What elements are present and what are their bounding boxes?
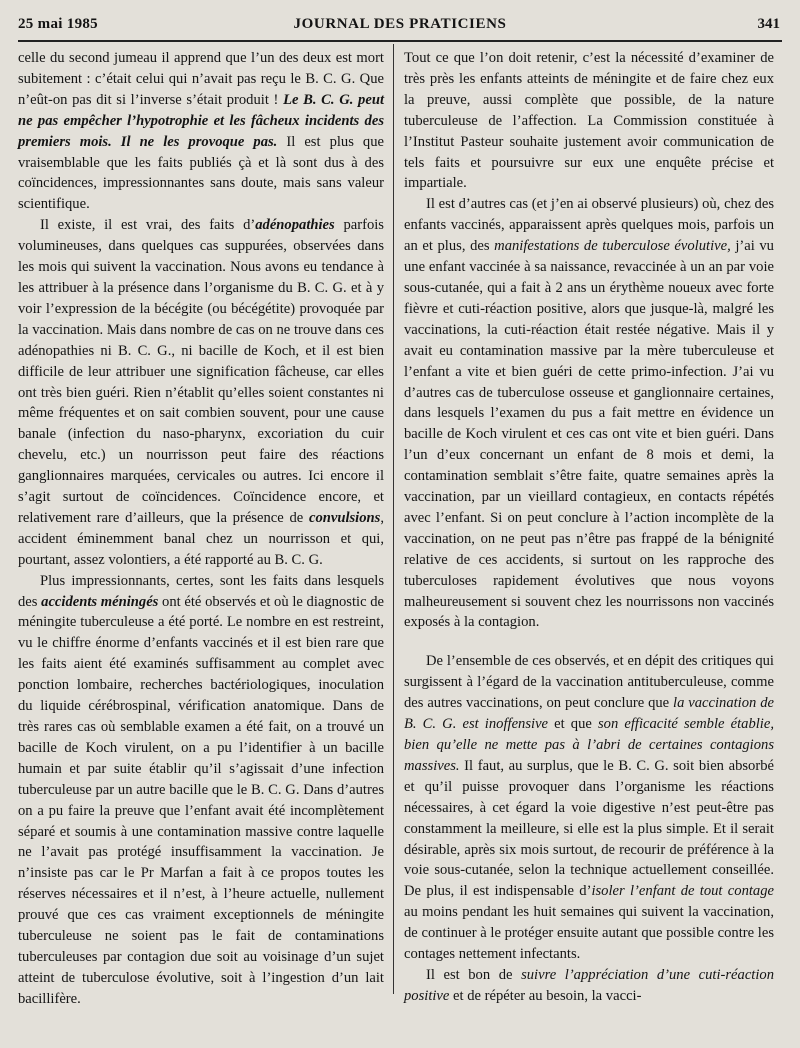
paragraph: Tout ce que l’on doit retenir, c’est la nécessité d’examiner de très près les enfants atteints de méningite et de faire chez eux la preuve, aussi complète que possible, de la nature tuberculeuse de l’affection. La Commission constituée à l’Institut Pasteur souhaite justement avoir communication de tels faits et poursuivre sur eux une enquête précise et impartiale. (404, 50, 774, 192)
paragraph (18, 571, 384, 1010)
text-run: Il est d’autres cas (et j’en ai observé plusieurs) où, chez des enfants vaccinés, apparaissent après quelques mois, parfois un an et plus, des (404, 196, 774, 255)
text-run: parfois volumineuses, dans quelques cas suppurées, observées dans les mois qui suivent la vaccination. Nous avons eu tendance à les attribuer à la présence dans l’organisme du B. C. G. et à y voir l’expression de la bécégite (ou bécégétite) provoquée par la vaccination. Mais dans nombre de cas on ne trouve dans ces adénopathies ni B. C. G., ni bacille de Koch, et il est bien difficile de leur attribuer une signification fâcheuse, car elles ont très bien guéri. Rien n’établit qu’elles soient constantes ni même fréquentes et on sait combien souvent, pour une cause banale (infection du naso-pharynx, excoriation du cuir chevelu, etc.) un nourrisson peut faire des réactions ganglionnaires marquées, cervicales ou autres. Ici encore il s’agit surtout de coïncidences. Coïncidence encore, et relativement rare d’ailleurs, que la présence de (18, 217, 384, 526)
right-column (404, 48, 774, 1007)
text-run: et que (548, 716, 598, 733)
text-run: j’ai vu une enfant vaccinée à sa naissance, revaccinée à un an par voie sous-cutanée, qui a fait à 2 ans un érythème noueux avec forte fièvre et cuti-réaction positive, alors que jusque-là, malgré les vaccinations, la cuti-réaction était restée négative. Mais il y avait eu contamination massive par la mère tuberculeuse et l’enfant a vite et bien guéri de cette primo-infection. J’ai vu d’autres cas de tuberculose osseuse et ganglionnaire certaines, dans lesquels l’examen du pus a fait mettre en évidence un bacille de Koch virulent et ces cas ont vite et bien guéri. Dans l’un d’eux concernant un enfant de 8 mois et demi, la contamination semblait s’être faite, quatre semaines après la vaccination, par un vieillard contagieux, en contacts répétés avec l’enfant. Si on peut conclure à l’action incomplète de la vaccination, on ne peut pas n’être pas frappé de la bénignité relative de ces accidents, si surtout on les rapproche des tuberculoses rapidement évolutives que nous voyons malheureusement si souvent chez les nourrissons non vaccinés exposés à la contagion. (404, 238, 774, 631)
emphasis-run: son efficacité semble établie, bien qu’elle ne mette pas à l’abri de certaines contagions massives. (404, 716, 774, 774)
paragraph (404, 965, 774, 1007)
text-run: Il existe, il est vrai, des faits d’ (40, 217, 256, 234)
journal-title: JOURNAL DES PRATICIENS (293, 16, 507, 32)
text-run: Il est plus que vraisemblable que les faits publiés çà et là sont dus à des coïncidences, impressionnantes sans doute, mais sans valeur scientifique. (18, 133, 385, 213)
text-run: ont été observés et où le diagnostic de méningite tuberculeuse a été porté. Le nombre en est restreint, vu le chiffre énorme d’enfants vaccinés et il est bien rare que les faits aient été examinés suffisamment au complet avec ponction lombaire, recherches bactériologiques, inoculation du liquide cérébrospinal, vérification anatomique. Dans de très rares cas où semblable examen a été fait, on a trouvé un bacille de Koch virulent, on a pu l’identifier à un bacille humain et par suite établir qu’il s’agissait d’une infection tuberculeuse par un autre bacille que le B. C. G. Dans d’autres on a pu faire la preuve que l’enfant avait été incomplètement séparé et soumis à une contamination massive contre laquelle ne l’avait pas protégé insuffisamment la vaccination. Je n’insiste pas car le Pr Marfan a fait à ce propos toutes les réserves nécessaires et il n’est, à l’heure actuelle, nullement prouvé que ces cas vraiment exceptionnels de méningite tuberculeuse ne soient pas le fait de contaminations tuberculeuses par contagion due soit au voisinage d’un sujet atteint de tuberculose évolutive, soit à l’ingestion d’un lait bacillifère. (18, 593, 385, 1007)
emphasis-run: adénopathies (255, 217, 335, 234)
text-run: Il est bon de (426, 966, 522, 983)
paragraph (404, 651, 774, 965)
emphasis-run: isoler l’enfant de tout contage (591, 883, 774, 900)
page-number: 341 (757, 16, 780, 32)
text-run: celle du second jumeau il apprend que l’un des deux est mort subitement : c’était celui qui n’avait pas reçu le B. C. G. Que n’eût-on pas dit si l’inverse s’était produit ! (18, 50, 384, 108)
column-divider (393, 44, 394, 994)
emphasis-run: Le B. C. G. peut ne pas empêcher l’hypotrophie et les fâcheux incidents des premiers mois. Il ne les provoque pas. (18, 91, 384, 150)
paragraph (404, 194, 774, 633)
emphasis-run: convulsions (308, 509, 381, 526)
text-run: et de répéter au besoin, la vacci- (449, 987, 642, 1004)
text-run: Il faut, au surplus, que le B. C. G. soit bien absorbé et qu’il puisse provoquer dans l’organisme les réactions nécessaires, à cet égard la voie digestive n’est peut-être pas constamment la meilleure, si elle est la plus simple. Et il serait désirable, après six mois surtout, de recourir de préférence à la voie sous-cutanée, selon la technique actuellement conseillée. De plus, il est indispensable d’ (404, 757, 774, 900)
text-run: au moins pendant les huit semaines qui suivent la vaccination, de continuer à le protéger ensuite autant que possible contre les contages nettement infectants. (404, 904, 774, 963)
header-date: 25 mai 1985 (18, 16, 98, 32)
running-header (18, 14, 782, 42)
text-run: Plus impressionnants, certes, sont les faits dans lesquels des (18, 572, 384, 610)
paragraph (18, 215, 384, 570)
emphasis-run: accidents méningés (41, 593, 159, 610)
emphasis-run: manifestations de tuberculose évolutive, (494, 238, 731, 255)
paragraph (18, 48, 384, 215)
left-column (18, 48, 384, 1010)
emphasis-run: la vaccination de B. C. G. est inoffensive (404, 695, 774, 733)
text-run: De l’ensemble de ces observés, et en dépit des critiques qui surgissent à l’égard de la vaccination antituberculeuse, comme des autres vaccinations, on peut conclure que (404, 653, 774, 712)
text-run: , accident éminemment banal chez un nourrisson et qui, pourtant, assez volontiers, a été rapporté au B. C. G. (18, 509, 384, 568)
emphasis-run: suivre l’appréciation d’une cuti-réaction positive (404, 966, 775, 1004)
